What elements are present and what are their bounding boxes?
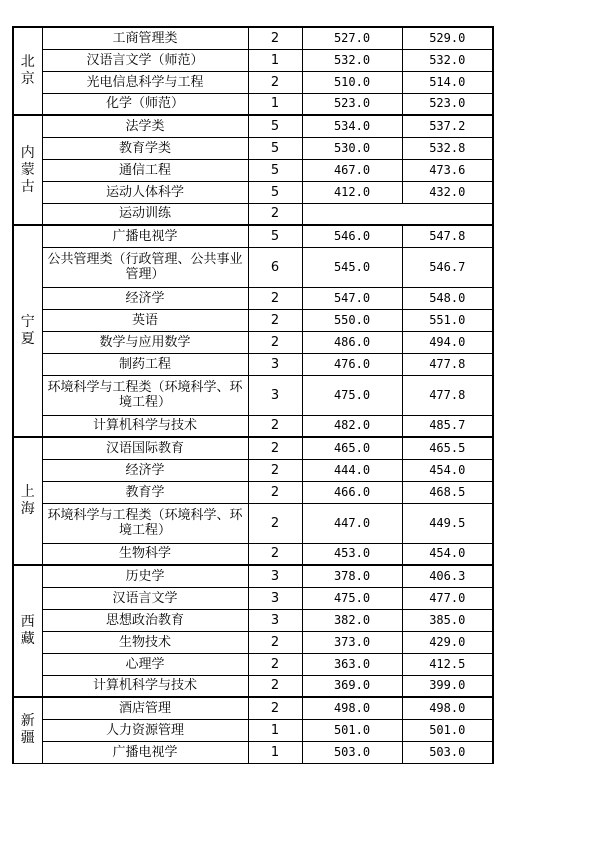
count-cell: 3 xyxy=(248,587,302,609)
count-cell: 6 xyxy=(248,247,302,287)
min-score-cell: 547.0 xyxy=(302,287,402,309)
count-cell: 5 xyxy=(248,115,302,137)
table-row xyxy=(13,565,493,587)
avg-score-cell: 477.0 xyxy=(402,587,493,609)
major-cell: 汉语国际教育 xyxy=(42,437,248,459)
table-row xyxy=(13,331,493,353)
count-cell: 1 xyxy=(248,719,302,741)
min-score-cell: 550.0 xyxy=(302,309,402,331)
major-cell: 数学与应用数学 xyxy=(42,331,248,353)
min-score-cell: 412.0 xyxy=(302,181,402,203)
avg-score-cell: 548.0 xyxy=(402,287,493,309)
min-score-cell: 523.0 xyxy=(302,93,402,115)
major-cell: 光电信息科学与工程 xyxy=(42,71,248,93)
major-cell: 经济学 xyxy=(42,287,248,309)
min-score-cell: 453.0 xyxy=(302,543,402,565)
count-cell: 2 xyxy=(248,481,302,503)
major-cell: 运动人体科学 xyxy=(42,181,248,203)
major-cell: 制药工程 xyxy=(42,353,248,375)
table-row xyxy=(13,631,493,653)
major-cell: 广播电视学 xyxy=(42,741,248,763)
major-cell: 法学类 xyxy=(42,115,248,137)
count-cell: 2 xyxy=(248,437,302,459)
count-cell: 3 xyxy=(248,565,302,587)
major-cell: 汉语言文学（师范） xyxy=(42,49,248,71)
major-cell: 教育学 xyxy=(42,481,248,503)
region-cell: 上 海 xyxy=(13,437,42,565)
min-score-cell: 503.0 xyxy=(302,741,402,763)
avg-score-cell: 523.0 xyxy=(402,93,493,115)
avg-score-cell: 498.0 xyxy=(402,697,493,719)
region-cell: 内 蒙 古 xyxy=(13,115,42,225)
avg-score-cell: 454.0 xyxy=(402,459,493,481)
count-cell: 1 xyxy=(248,741,302,763)
avg-score-cell: 449.5 xyxy=(402,503,493,543)
major-cell: 心理学 xyxy=(42,653,248,675)
region-cell: 北 京 xyxy=(13,27,42,115)
table-row xyxy=(13,459,493,481)
table-row xyxy=(13,353,493,375)
min-score-cell: 378.0 xyxy=(302,565,402,587)
avg-score-cell: 412.5 xyxy=(402,653,493,675)
count-cell: 5 xyxy=(248,225,302,247)
table-row xyxy=(13,741,493,763)
region-cell: 西 藏 xyxy=(13,565,42,697)
major-cell: 人力资源管理 xyxy=(42,719,248,741)
count-cell: 5 xyxy=(248,181,302,203)
table-row xyxy=(13,115,493,137)
table-row xyxy=(13,415,493,437)
count-cell: 2 xyxy=(248,631,302,653)
min-score-cell: 373.0 xyxy=(302,631,402,653)
major-cell: 英语 xyxy=(42,309,248,331)
table-row xyxy=(13,609,493,631)
avg-score-cell: 501.0 xyxy=(402,719,493,741)
major-cell: 汉语言文学 xyxy=(42,587,248,609)
major-cell: 公共管理类（行政管理、公共事业管理） xyxy=(42,247,248,287)
count-cell: 3 xyxy=(248,353,302,375)
min-score-cell: 482.0 xyxy=(302,415,402,437)
min-score-cell: 444.0 xyxy=(302,459,402,481)
table-row xyxy=(13,287,493,309)
count-cell: 2 xyxy=(248,697,302,719)
avg-score-cell: 485.7 xyxy=(402,415,493,437)
table-row xyxy=(13,675,493,697)
major-cell: 经济学 xyxy=(42,459,248,481)
min-score-cell: 510.0 xyxy=(302,71,402,93)
avg-score-cell: 532.8 xyxy=(402,137,493,159)
admission-scores-table xyxy=(12,26,494,764)
avg-score-cell: 477.8 xyxy=(402,353,493,375)
major-cell: 生物科学 xyxy=(42,543,248,565)
avg-score-cell: 385.0 xyxy=(402,609,493,631)
count-cell: 1 xyxy=(248,93,302,115)
avg-score-cell: 429.0 xyxy=(402,631,493,653)
major-cell: 工商管理类 xyxy=(42,27,248,49)
major-cell: 计算机科学与技术 xyxy=(42,415,248,437)
count-cell: 2 xyxy=(248,653,302,675)
min-score-cell: 527.0 xyxy=(302,27,402,49)
min-score-cell: 475.0 xyxy=(302,375,402,415)
count-cell: 2 xyxy=(248,543,302,565)
count-cell: 2 xyxy=(248,459,302,481)
avg-score-cell: 406.3 xyxy=(402,565,493,587)
table-row xyxy=(13,27,493,49)
avg-score-cell: 399.0 xyxy=(402,675,493,697)
avg-score-cell: 473.6 xyxy=(402,159,493,181)
table-row xyxy=(13,309,493,331)
count-cell: 3 xyxy=(248,375,302,415)
count-cell: 2 xyxy=(248,71,302,93)
table-row xyxy=(13,247,493,287)
table-row xyxy=(13,543,493,565)
min-score-cell: 486.0 xyxy=(302,331,402,353)
count-cell: 2 xyxy=(248,415,302,437)
avg-score-cell: 547.8 xyxy=(402,225,493,247)
min-score-cell: 534.0 xyxy=(302,115,402,137)
major-cell: 思想政治教育 xyxy=(42,609,248,631)
avg-score-cell: 477.8 xyxy=(402,375,493,415)
count-cell: 5 xyxy=(248,137,302,159)
avg-score-cell: 465.5 xyxy=(402,437,493,459)
region-cell: 新 疆 xyxy=(13,697,42,763)
table-row xyxy=(13,503,493,543)
table-body xyxy=(13,27,493,763)
min-score-cell: 501.0 xyxy=(302,719,402,741)
table-row xyxy=(13,653,493,675)
table-row xyxy=(13,225,493,247)
table-row xyxy=(13,697,493,719)
min-score-cell: 363.0 xyxy=(302,653,402,675)
empty-score-cell xyxy=(302,203,493,225)
avg-score-cell: 537.2 xyxy=(402,115,493,137)
min-score-cell: 476.0 xyxy=(302,353,402,375)
count-cell: 2 xyxy=(248,287,302,309)
table-row xyxy=(13,587,493,609)
count-cell: 2 xyxy=(248,309,302,331)
avg-score-cell: 532.0 xyxy=(402,49,493,71)
count-cell: 3 xyxy=(248,609,302,631)
count-cell: 2 xyxy=(248,503,302,543)
table-row xyxy=(13,137,493,159)
table-row xyxy=(13,481,493,503)
count-cell: 2 xyxy=(248,27,302,49)
min-score-cell: 369.0 xyxy=(302,675,402,697)
table-row xyxy=(13,375,493,415)
table-row xyxy=(13,159,493,181)
min-score-cell: 546.0 xyxy=(302,225,402,247)
major-cell: 通信工程 xyxy=(42,159,248,181)
count-cell: 5 xyxy=(248,159,302,181)
major-cell: 生物技术 xyxy=(42,631,248,653)
table-row xyxy=(13,203,493,225)
major-cell: 环境科学与工程类（环境科学、环境工程） xyxy=(42,375,248,415)
avg-score-cell: 503.0 xyxy=(402,741,493,763)
avg-score-cell: 529.0 xyxy=(402,27,493,49)
count-cell: 1 xyxy=(248,49,302,71)
min-score-cell: 465.0 xyxy=(302,437,402,459)
avg-score-cell: 494.0 xyxy=(402,331,493,353)
table-row xyxy=(13,71,493,93)
table-row xyxy=(13,437,493,459)
avg-score-cell: 468.5 xyxy=(402,481,493,503)
min-score-cell: 545.0 xyxy=(302,247,402,287)
min-score-cell: 532.0 xyxy=(302,49,402,71)
min-score-cell: 382.0 xyxy=(302,609,402,631)
min-score-cell: 475.0 xyxy=(302,587,402,609)
avg-score-cell: 432.0 xyxy=(402,181,493,203)
region-cell: 宁 夏 xyxy=(13,225,42,437)
major-cell: 广播电视学 xyxy=(42,225,248,247)
major-cell: 计算机科学与技术 xyxy=(42,675,248,697)
avg-score-cell: 546.7 xyxy=(402,247,493,287)
min-score-cell: 447.0 xyxy=(302,503,402,543)
avg-score-cell: 551.0 xyxy=(402,309,493,331)
major-cell: 环境科学与工程类（环境科学、环境工程） xyxy=(42,503,248,543)
min-score-cell: 498.0 xyxy=(302,697,402,719)
table-row xyxy=(13,93,493,115)
major-cell: 历史学 xyxy=(42,565,248,587)
avg-score-cell: 514.0 xyxy=(402,71,493,93)
min-score-cell: 467.0 xyxy=(302,159,402,181)
count-cell: 2 xyxy=(248,203,302,225)
major-cell: 化学（师范） xyxy=(42,93,248,115)
min-score-cell: 530.0 xyxy=(302,137,402,159)
major-cell: 教育学类 xyxy=(42,137,248,159)
major-cell: 酒店管理 xyxy=(42,697,248,719)
count-cell: 2 xyxy=(248,331,302,353)
min-score-cell: 466.0 xyxy=(302,481,402,503)
table-row xyxy=(13,181,493,203)
major-cell: 运动训练 xyxy=(42,203,248,225)
avg-score-cell: 454.0 xyxy=(402,543,493,565)
count-cell: 2 xyxy=(248,675,302,697)
table-row xyxy=(13,719,493,741)
table-row xyxy=(13,49,493,71)
